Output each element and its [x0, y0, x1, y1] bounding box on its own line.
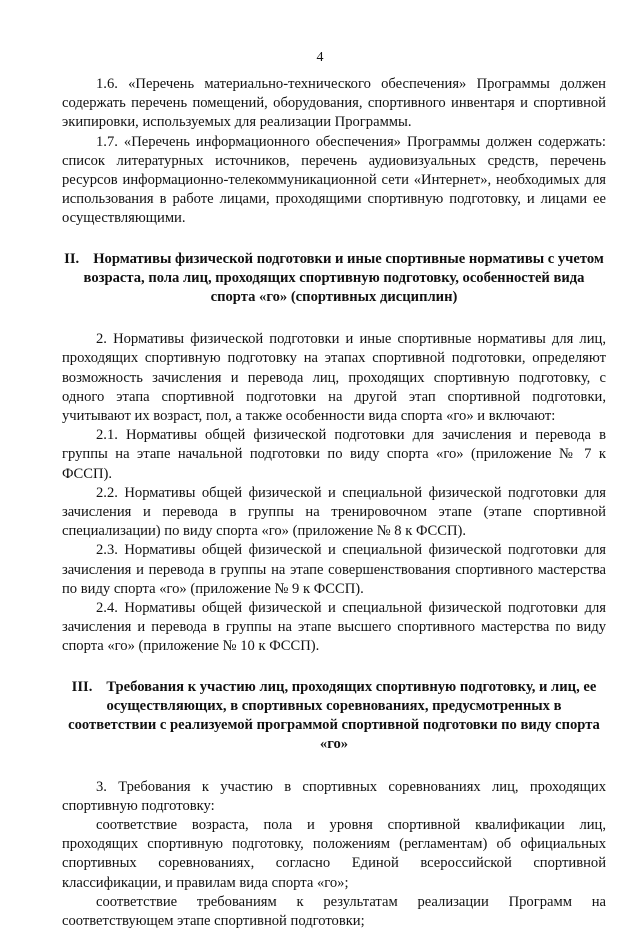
section-2-title: Нормативы физической подготовки и иные спортивные нормативы с учетом возраста, пола лиц, проходящих спортивную подготовку, особенностей вида спорта «го» (спортивных дисциплин) — [83, 250, 604, 306]
paragraph-3: 3. Требования к участию в спортивных соревнованиях лиц, проходящих спортивную подготовку: — [62, 778, 606, 814]
document-body — [62, 75, 606, 931]
paragraph-2-2: 2.2. Нормативы общей физической и специальной физической подготовки для зачисления и перевода в группы на тренировочном этапе (этапе спортивной специализации) по виду спорта «го» (приложение № 8 к ФССП). — [62, 484, 606, 540]
paragraph-1-7: 1.7. «Перечень информационного обеспечения» Программы должен содержать: список литературных источников, перечень аудиовизуальных средств, перечень ресурсов информационно-телекоммуникационной сети «Интернет», необходимых для использования в работе лицами, проходящими спортивную подготовку, и лицами ее осуществляющими. — [62, 133, 606, 227]
paragraph-2: 2. Нормативы физической подготовки и иные спортивные нормативы для лиц, проходящих спортивную подготовку на этапах спортивной подготовки, определяют возможность зачисления и перевода лиц, проходящих спортивную подготовку, с одного этапа спортивной подготовки на другой этап спортивной подготовки, учитывают их возраст, пол, а также особенности вида спорта «го» и включают: — [62, 331, 606, 425]
paragraph-3-item-1: соответствие возраста, пола и уровня спортивной квалификации лиц, проходящих спортивную подготовку, положениям (регламентам) об официальных спортивных соревнованиях, согласно Единой всероссийской спортивной классификации, и правилам вида спорта «го»; — [62, 816, 606, 891]
section-3-heading — [62, 678, 606, 755]
paragraph-2-1: 2.1. Нормативы общей физической подготовки для зачисления и перевода в группы на этапе начальной подготовки по виду спорта «го» (приложение № 7 к ФССП). — [62, 427, 606, 482]
paragraph-2-3: 2.3. Нормативы общей физической и специальной физической подготовки для зачисления и перевода в группы на этапе совершенствования спортивного мастерства по виду спорта «го» (приложение № 9 к ФССП). — [62, 542, 606, 597]
paragraph-3-item-2: соответствие требованиям к результатам реализации Программ на соответствующем этапе спортивной подготовки; — [62, 893, 606, 929]
section-3-title: Требования к участию лиц, проходящих спортивную подготовку, и лиц, ее осуществляющих, в спортивных соревнованиях, предусмотренных в соответствии с реализуемой программой спортивной подготовки по виду спорта «го» — [68, 678, 600, 753]
paragraph-1-6: 1.6. «Перечень материально-технического обеспечения» Программы должен содержать перечень помещений, оборудования, спортивного инвентаря и спортивной экипировки, используемых для реализации Программы. — [62, 76, 606, 131]
section-2-heading — [62, 250, 606, 308]
page-number: 4 — [316, 50, 324, 65]
paragraph-2-4: 2.4. Нормативы общей физической и специальной физической подготовки для зачисления и перевода в группы на этапе высшего спортивного мастерства по виду спорта «го» (приложение № 10 к ФССП). — [62, 600, 606, 655]
section-3-number: III. — [71, 678, 93, 695]
section-2-number: II. — [64, 250, 80, 267]
